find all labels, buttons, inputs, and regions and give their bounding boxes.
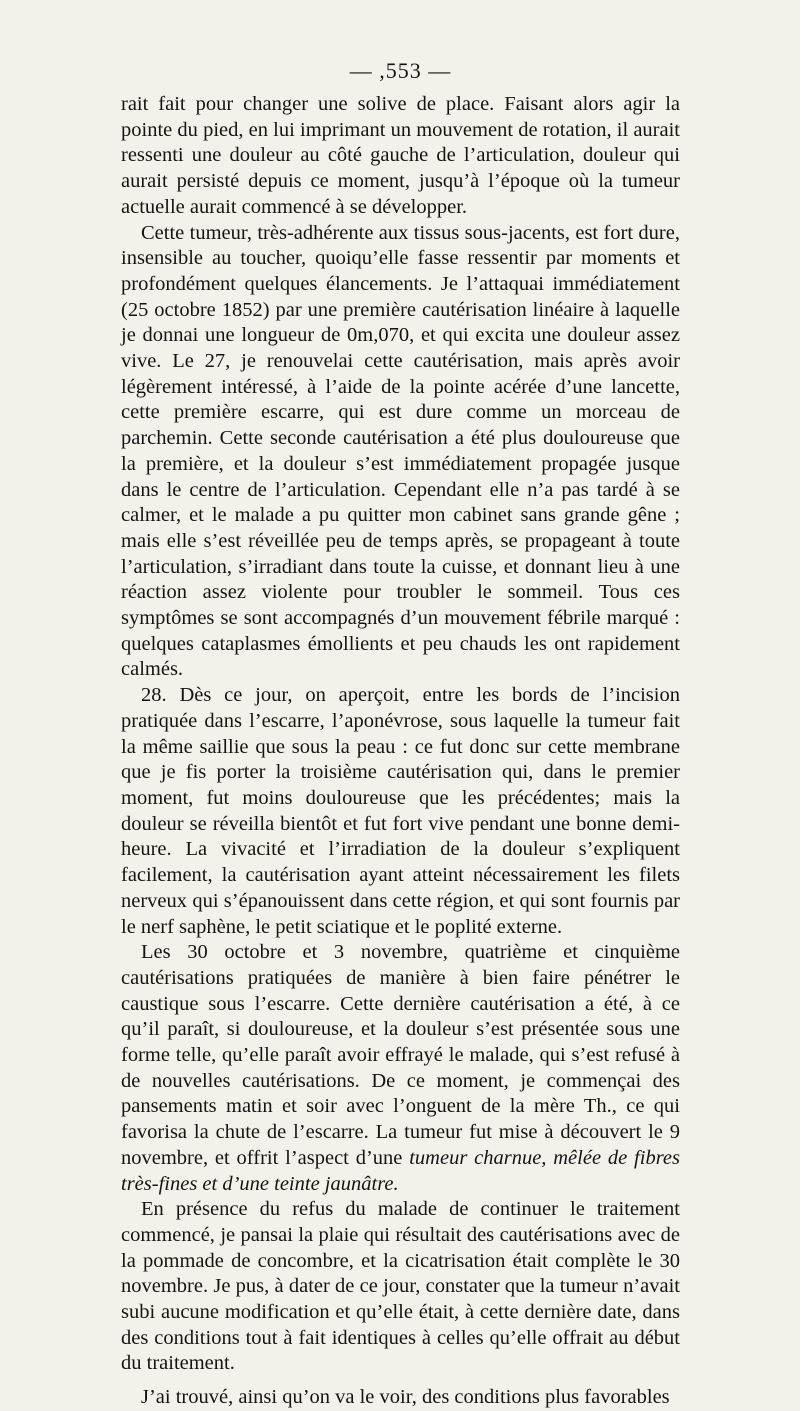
paragraph-text: Les 30 octobre et 3 novembre, quatrième et cinquième cautérisations pratiquées de manière à bien faire pénétrer le caustique sous l’escarre. Cette dernière cautérisation a été, à ce qu’il paraît, si douloureuse, et la douleur s’est présentée sous une forme telle, qu’elle paraît avoir effrayé le malade, qui s’est refusé à de nouvelles cautérisations. De ce moment, je commençai des pansements matin et soir avec l’onguent de la mère Th., ce qui favorisa la chute de l’escarre. La tumeur fut mise à découvert le 9 novembre, et offrit l’aspect d’une xyxy=(121,941,680,1169)
paragraph-text: En présence du refus du malade de continuer le traitement commencé, je pansai la plaie qui résultait des cautérisations avec de la pommade de concombre, et la cicatrisation était complète le 30 novembre. Je pus, à dater de ce jour, constater que la tumeur n’avait subi aucune modification et qu’elle était, à cette dernière date, dans des conditions tout à fait identiques à celles qu’elle offrait au début du traitement. xyxy=(121,1198,680,1375)
page-body xyxy=(121,92,680,1411)
paragraph-text: 28. Dès ce jour, on aperçoit, entre les bords de l’incision pratiquée dans l’escarre, l’aponévrose, sous laquelle la tumeur fait la même saillie que sous la peau : ce fut donc sur cette membrane que je fis porter la troisième cautérisation qui, dans le premier moment, fut moins douloureuse que les précédentes; mais la douleur se réveilla bientôt et fut fort vive pendant une bonne demi-heure. La vivacité et l’irradiation de la douleur s’expliquent facilement, la cautérisation ayant atteint nécessairement les filets nerveux qui s’épanouissent dans cette région, et qui sont fournis par le nerf saphène, le petit sciatique et le poplité externe. xyxy=(121,684,680,938)
paragraph-6 xyxy=(121,1385,680,1411)
paragraph-3 xyxy=(121,683,680,940)
italic-text: tumeur charnue, mêlée de fibres très-fines et d’une teinte jaunâtre. xyxy=(121,1146,680,1195)
paragraph-text: J’ai trouvé, ainsi qu’on va le voir, des conditions plus favorables xyxy=(141,1386,670,1409)
paragraph-5 xyxy=(121,1197,680,1377)
paragraph-text: Cette tumeur, très-adhérente aux tissus sous-jacents, est fort dure, insensible au toucher, quoiqu’elle fasse ressentir par moments et profondément quelques élancements. Je l’attaquai immédiatement (25 octobre 1852) par une première cautérisation linéaire à laquelle je donnai une longueur de 0m,070, et qui excita une douleur assez vive. Le 27, je renouvelai cette cautérisation, mais après avoir légèrement intéressé, à l’aide de la pointe acérée d’une lancette, cette première escarre, qui est dure comme un morceau de parchemin. Cette seconde cautérisation a été plus douloureuse que la première, et la douleur s’est immédiatement propagée jusque dans le centre de l’articulation. Cependant elle n’a pas tardé à se calmer, et le malade a pu quitter mon cabinet sans grande gêne ; mais elle s’est réveillée peu de temps après, se propageant à toute l’articulation, s’irradiant dans toute la cuisse, et donnant lieu à une réaction assez violente pour troubler le sommeil. Tous ces symptômes se sont accompagnés d’un mouvement fébrile marqué : quelques cataplasmes émollients et peu chauds les ont rapidement calmés. xyxy=(121,221,680,681)
paragraph-text: rait fait pour changer une solive de place. Faisant alors agir la pointe du pied, en lui imprimant un mouvement de rotation, il aurait ressenti une douleur au côté gauche de l’articulation, douleur qui aurait persisté depuis ce moment, jusqu’à l’époque où la tumeur actuelle aurait commencé à se développer. xyxy=(121,93,680,218)
paragraph-4 xyxy=(121,940,680,1197)
paragraph-1 xyxy=(121,92,680,221)
paragraph-2 xyxy=(121,221,680,684)
page-number: — ,553 — xyxy=(349,58,452,83)
